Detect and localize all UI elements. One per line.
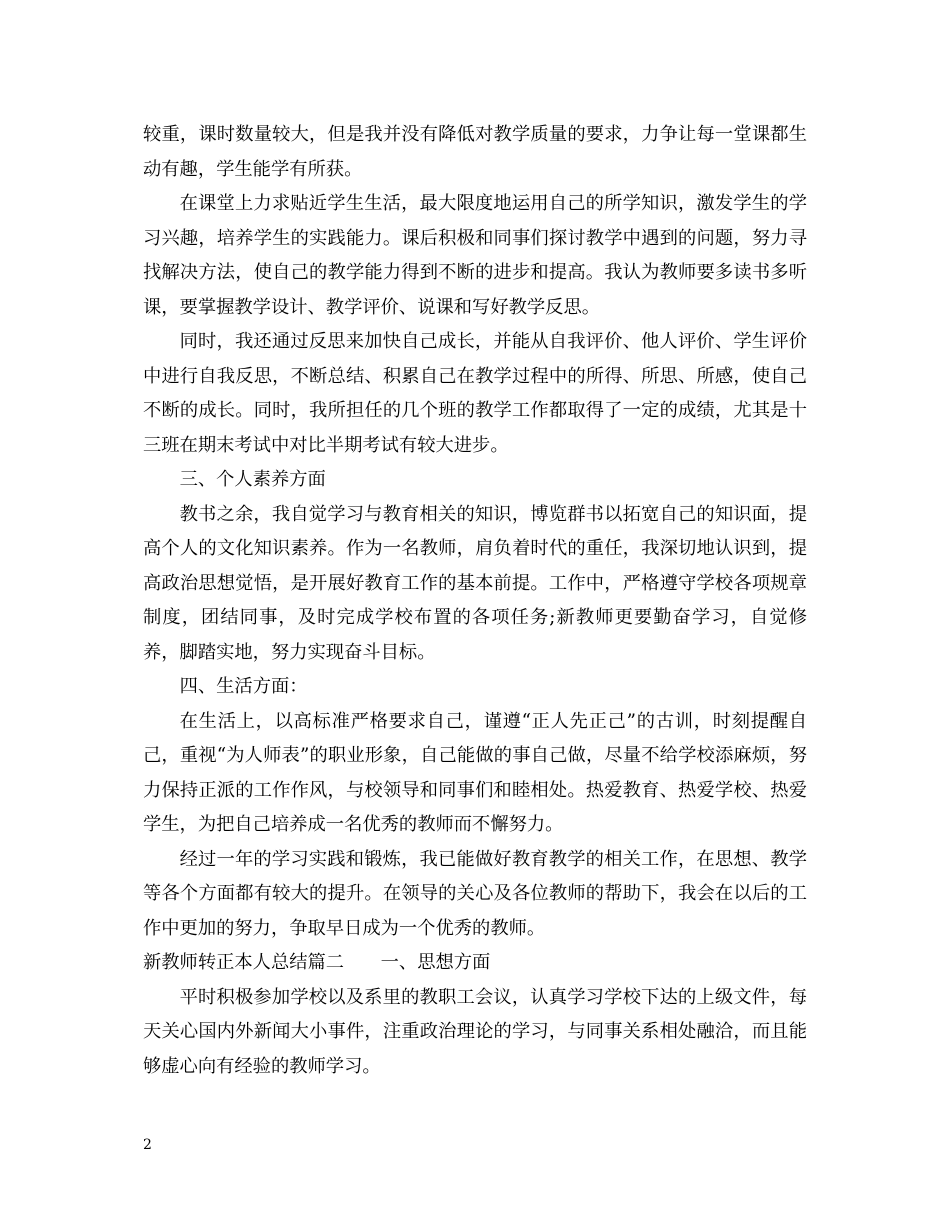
section-title-part-two: 新教师转正本人总结篇二 一、思想方面	[143, 952, 491, 973]
paragraph-classroom: 在课堂上力求贴近学生生活，最大限度地运用自己的所学知识，激发学生的学习兴趣，培养学生的实践能力。课后积极和同事们探讨教学中遇到的问题，努力寻找解决方法，使自己的教学能力得到不断的进步和提高。我认为教师要多读书多听课，要掌握教学设计、教学评价、说课和写好教学反思。	[143, 193, 807, 318]
paragraph-summary: 经过一年的学习实践和锻炼，我已能做好教育教学的相关工作，在思想、教学等各个方面都有较大的提升。在领导的关心及各位教师的帮助下，我会在以后的工作中更加的努力，争取早日成为一个优秀的教师。	[143, 848, 807, 939]
heading-life: 四、生活方面：	[179, 676, 308, 697]
page-number: 2	[143, 1137, 152, 1153]
paragraph-personal-quality: 教书之余，我自觉学习与教育相关的知识，博览群书以拓宽自己的知识面，提高个人的文化知识素养。作为一名教师，肩负着时代的重任，我深切地认识到，提高政治思想觉悟，是开展好教育工作的基本前提。工作中，严格遵守学校各项规章制度，团结同事，及时完成学校布置的各项任务;新教师更要勤奋学习，自觉修养，脚踏实地，努力实现奋斗目标。	[143, 503, 807, 663]
heading-personal-quality: 三、个人素养方面	[179, 469, 326, 490]
paragraph-continued: 较重，课时数量较大，但是我并没有降低对教学质量的要求，力争让每一堂课都生动有趣，学生能学有所获。	[143, 124, 807, 180]
paragraph-thought: 平时积极参加学校以及系里的教职工会议，认真学习学校下达的上级文件，每天关心国内外新闻大小事件，注重政治理论的学习，与同事关系相处融洽，而且能够虚心向有经验的教师学习。	[143, 986, 807, 1077]
paragraph-life: 在生活上，以高标准严格要求自己，谨遵“正人先正己”的古训，时刻提醒自己，重视“为人师表”的职业形象，自己能做的事自己做，尽量不给学校添麻烦，努力保持正派的工作作风，与校领导和同事们和睦相处。热爱教育、热爱学校、热爱学生，为把自己培养成一名优秀的教师而不懈努力。	[143, 710, 807, 835]
document-body	[143, 118, 807, 1084]
paragraph-reflection: 同时，我还通过反思来加快自己成长，并能从自我评价、他人评价、学生评价中进行自我反思，不断总结、积累自己在教学过程中的所得、所思、所感，使自己不断的成长。同时，我所担任的几个班的教学工作都取得了一定的成绩，尤其是十三班在期末考试中对比半期考试有较大进步。	[143, 331, 807, 456]
